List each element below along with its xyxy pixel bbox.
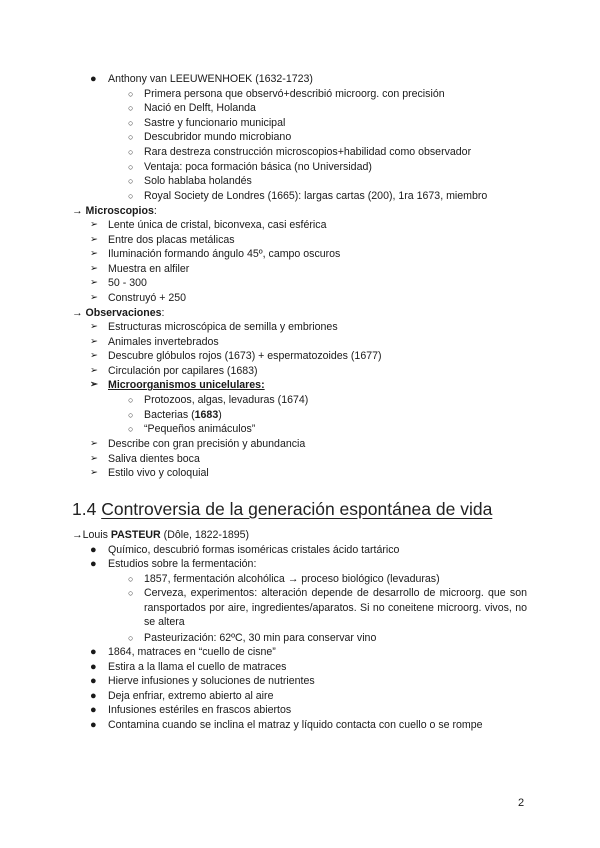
bullet-circle: ○ <box>128 424 134 434</box>
list-item: Primera persona que observó+describió microorg. con precisión <box>144 88 445 100</box>
bullet-arrow: ➢ <box>90 248 98 259</box>
list-item: Iluminación formando ángulo 45º, campo oscuros <box>108 248 341 260</box>
list-item: Lente única de cristal, biconvexa, casi esférica <box>108 219 327 231</box>
list-item: Ventaja: poca formación básica (no Universidad) <box>144 161 372 173</box>
section-heading: 1.4 Controversia de la generación espontánea de vida <box>72 499 493 519</box>
bullet-arrow: ➢ <box>90 277 98 288</box>
bullet-arrow: ➢ <box>90 234 98 245</box>
bullet-circle: ○ <box>128 89 134 99</box>
bullet-arrow: ➢ <box>90 336 98 347</box>
list-item: Solo hablaba holandés <box>144 175 252 187</box>
list-item: Royal Society de Londres (1665): largas cartas (200), 1ra 1673, miembro <box>144 190 488 202</box>
bullet-arrow: ➢ <box>90 219 98 230</box>
leeuwenhoek-title: Anthony van LEEUWENHOEK (1632-1723) <box>108 73 313 85</box>
bullet-circle: ○ <box>128 633 134 643</box>
bullet-arrow: ➢ <box>90 292 98 303</box>
bullet-circle: ○ <box>128 176 134 186</box>
bullet-circle: ○ <box>128 118 134 128</box>
bullet-dot: ● <box>90 661 97 673</box>
list-item: Animales invertebrados <box>108 336 219 348</box>
bullet-circle: ○ <box>128 410 134 420</box>
bullet-dot: ● <box>90 544 97 556</box>
list-item: Infusiones estériles en frascos abiertos <box>108 704 292 716</box>
pasteur-heading: →Louis PASTEUR (Dôle, 1822-1895) <box>72 529 250 541</box>
bullet-circle: ○ <box>128 574 134 584</box>
bullet-arrow: ➢ <box>90 379 98 390</box>
list-item: Descubridor mundo microbiano <box>144 131 292 143</box>
list-item: Descubre glóbulos rojos (1673) + espermatozoides (1677) <box>108 350 382 362</box>
bullet-arrow: ➢ <box>90 365 98 376</box>
bullet-arrow: ➢ <box>90 438 98 449</box>
list-item: Saliva dientes boca <box>108 453 200 465</box>
bullet-dot: ● <box>90 719 97 731</box>
list-item: Estira a la llama el cuello de matraces <box>108 661 287 673</box>
bullet-dot: ● <box>90 73 97 85</box>
list-item: 1864, matraces en “cuello de cisne” <box>108 646 276 658</box>
bullet-circle: ○ <box>128 395 134 405</box>
list-item: “Pequeños animáculos” <box>144 423 256 435</box>
bullet-circle: ○ <box>128 103 134 113</box>
list-item: Construyó + 250 <box>108 292 187 304</box>
list-item: Pasteurización: 62ºC, 30 min para conservar vino <box>144 632 377 644</box>
list-item: Protozoos, algas, levaduras (1674) <box>144 394 309 406</box>
list-item: 1857, fermentación alcohólica → proceso biológico (levaduras) <box>144 573 440 585</box>
list-item: Muestra en alfiler <box>108 263 190 275</box>
bullet-dot: ● <box>90 675 97 687</box>
bullet-arrow: ➢ <box>90 350 98 361</box>
bullet-dot: ● <box>90 558 97 570</box>
microorganismos-label: Microorganismos unicelulares: <box>108 379 265 391</box>
page-number: 2 <box>518 797 525 809</box>
list-item: Rara destreza construcción microscopios+habilidad como observador <box>144 146 472 158</box>
list-item: Sastre y funcionario municipal <box>144 117 286 129</box>
list-item: Químico, descubrió formas isoméricas cristales ácido tartárico <box>108 544 400 556</box>
list-item: Circulación por capilares (1683) <box>108 365 258 377</box>
list-item: Entre dos placas metálicas <box>108 234 235 246</box>
bullet-arrow: ➢ <box>90 321 98 332</box>
bullet-arrow: ➢ <box>90 453 98 464</box>
bullet-circle: ○ <box>128 191 134 201</box>
bullet-circle: ○ <box>128 147 134 157</box>
list-item: Deja enfriar, extremo abierto al aire <box>108 690 274 702</box>
bullet-circle: ○ <box>128 132 134 142</box>
list-item: Hierve infusiones y soluciones de nutrientes <box>108 675 315 687</box>
list-item: Estructuras microscópica de semilla y embriones <box>108 321 338 333</box>
bullet-dot: ● <box>90 646 97 658</box>
bullet-arrow: ➢ <box>90 467 98 478</box>
list-item: 50 - 300 <box>108 277 147 289</box>
list-item: Nació en Delft, Holanda <box>144 102 256 114</box>
observaciones-heading: → Observaciones: <box>72 307 165 319</box>
list-item: Bacterias (1683) <box>144 409 222 421</box>
bullet-circle: ○ <box>128 588 134 598</box>
bullet-dot: ● <box>90 704 97 716</box>
bullet-dot: ● <box>90 690 97 702</box>
list-item-paragraph: Cerveza, experimentos: alteración depende de desarrollo de microorg. que son ransportados por aire, ingredientes/aparatos. Si no coneitene microorg. vivos, no se altera <box>144 587 527 628</box>
list-item: Contamina cuando se inclina el matraz y líquido contacta con cuello o se rompe <box>108 719 483 731</box>
list-item: Describe con gran precisión y abundancia <box>108 438 306 450</box>
bullet-circle: ○ <box>128 162 134 172</box>
list-item: Estilo vivo y coloquial <box>108 467 209 479</box>
microscopios-heading: → Microscopios: <box>72 205 157 217</box>
bullet-arrow: ➢ <box>90 263 98 274</box>
list-item: Estudios sobre la fermentación: <box>108 558 257 570</box>
